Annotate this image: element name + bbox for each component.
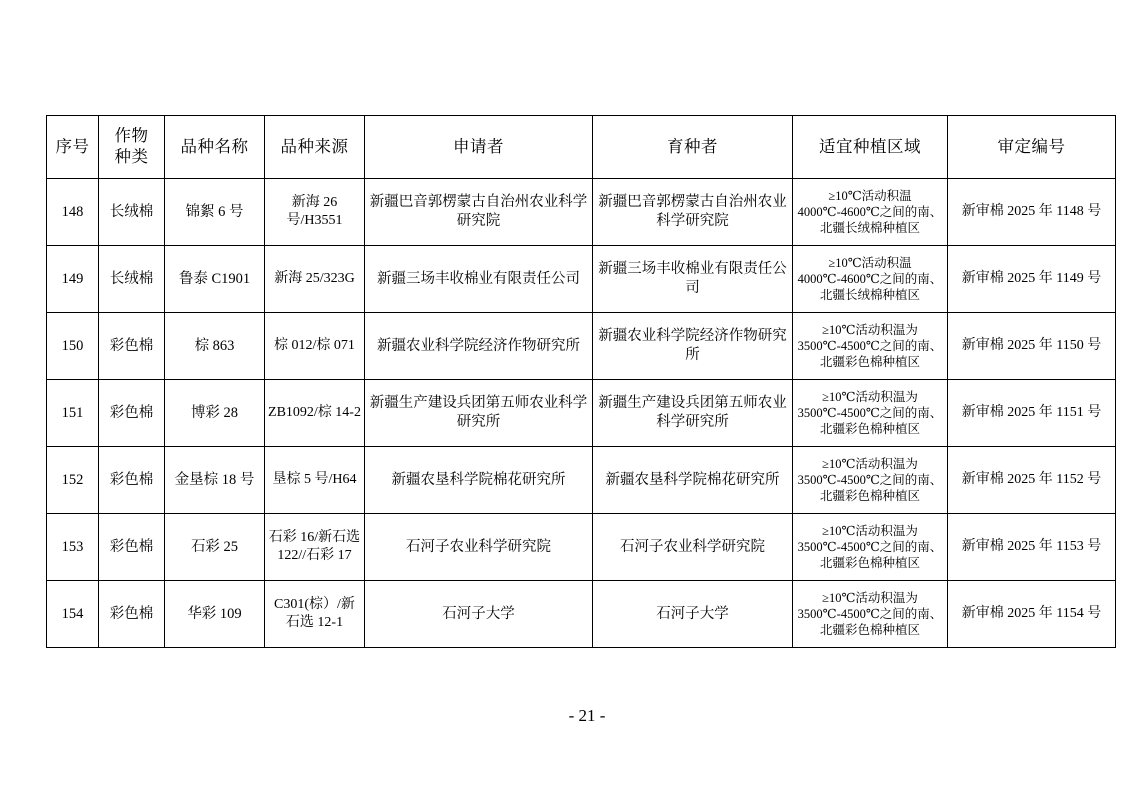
cell-name: 博彩 28: [165, 380, 265, 447]
cell-applicant: 新疆农业科学院经济作物研究所: [365, 313, 593, 380]
table-row: [47, 514, 1116, 581]
cell-applicant: 石河子农业科学研究院: [365, 514, 593, 581]
cell-code: 新审棉 2025 年 1154 号: [948, 581, 1116, 648]
cell-name: 华彩 109: [165, 581, 265, 648]
cell-region: ≥10℃活动积温为3500℃-4500℃之间的南、北疆彩色棉种植区: [793, 514, 948, 581]
cell-region: ≥10℃活动积温为3500℃-4500℃之间的南、北疆彩色棉种植区: [793, 581, 948, 648]
cell-no: 148: [47, 179, 99, 246]
cell-breeder: 新疆生产建设兵团第五师农业科学研究所: [593, 380, 793, 447]
cell-no: 154: [47, 581, 99, 648]
cell-name: 金垦棕 18 号: [165, 447, 265, 514]
cell-code: 新审棉 2025 年 1153 号: [948, 514, 1116, 581]
cell-source: 棕 012/棕 071: [265, 313, 365, 380]
cell-kind: 彩色棉: [99, 581, 165, 648]
header-cell-breeder: 育种者: [593, 116, 793, 179]
header-cell-no: 序号: [47, 116, 99, 179]
header-cell-name: 品种名称: [165, 116, 265, 179]
cell-breeder: 新疆三场丰收棉业有限责任公司: [593, 246, 793, 313]
cell-applicant: 新疆农垦科学院棉花研究所: [365, 447, 593, 514]
cell-code: 新审棉 2025 年 1152 号: [948, 447, 1116, 514]
cell-no: 149: [47, 246, 99, 313]
cell-region: ≥10℃活动积温4000℃-4600℃之间的南、北疆长绒棉种植区: [793, 246, 948, 313]
cell-source: 新海 26 号/H3551: [265, 179, 365, 246]
cell-source: 垦棕 5 号/H64: [265, 447, 365, 514]
header-cell-applicant: 申请者: [365, 116, 593, 179]
cell-source: 新海 25/323G: [265, 246, 365, 313]
cell-no: 152: [47, 447, 99, 514]
table-header: [47, 116, 1116, 179]
cell-breeder: 新疆农垦科学院棉花研究所: [593, 447, 793, 514]
cell-no: 151: [47, 380, 99, 447]
cell-region: ≥10℃活动积温4000℃-4600℃之间的南、北疆长绒棉种植区: [793, 179, 948, 246]
cell-name: 鲁泰 C1901: [165, 246, 265, 313]
header-cell-kind: [99, 116, 165, 179]
header-cell-source: 品种来源: [265, 116, 365, 179]
cell-region: ≥10℃活动积温为3500℃-4500℃之间的南、北疆彩色棉种植区: [793, 380, 948, 447]
cell-source: C301(棕）/新石选 12-1: [265, 581, 365, 648]
cell-applicant: 石河子大学: [365, 581, 593, 648]
table-row: [47, 179, 1116, 246]
cell-applicant: 新疆生产建设兵团第五师农业科学研究所: [365, 380, 593, 447]
cell-source: ZB1092/棕 14-2: [265, 380, 365, 447]
page-number-text: - 21 -: [568, 706, 606, 725]
cell-kind: 彩色棉: [99, 514, 165, 581]
cell-code: 新审棉 2025 年 1148 号: [948, 179, 1116, 246]
table-row: [47, 313, 1116, 380]
variety-table: [46, 115, 1116, 648]
cell-kind: 长绒棉: [99, 179, 165, 246]
header-kind-line2: 种类: [114, 147, 149, 166]
table-row: [47, 380, 1116, 447]
cell-source: 石彩 16/新石选 122//石彩 17: [265, 514, 365, 581]
table-row: [47, 246, 1116, 313]
cell-breeder: 新疆巴音郭楞蒙古自治州农业科学研究院: [593, 179, 793, 246]
table-body: [47, 179, 1116, 648]
cell-breeder: 石河子农业科学研究院: [593, 514, 793, 581]
cell-applicant: 新疆三场丰收棉业有限责任公司: [365, 246, 593, 313]
cell-no: 150: [47, 313, 99, 380]
cell-name: 石彩 25: [165, 514, 265, 581]
cell-code: 新审棉 2025 年 1151 号: [948, 380, 1116, 447]
cell-kind: 彩色棉: [99, 313, 165, 380]
cell-region: ≥10℃活动积温为3500℃-4500℃之间的南、北疆彩色棉种植区: [793, 447, 948, 514]
cell-kind: 彩色棉: [99, 380, 165, 447]
cell-kind: 彩色棉: [99, 447, 165, 514]
cell-region: ≥10℃活动积温为3500℃-4500℃之间的南、北疆彩色棉种植区: [793, 313, 948, 380]
cell-name: 棕 863: [165, 313, 265, 380]
cell-code: 新审棉 2025 年 1150 号: [948, 313, 1116, 380]
header-cell-code: 审定编号: [948, 116, 1116, 179]
cell-no: 153: [47, 514, 99, 581]
cell-name: 锦絮 6 号: [165, 179, 265, 246]
cell-breeder: 石河子大学: [593, 581, 793, 648]
cell-code: 新审棉 2025 年 1149 号: [948, 246, 1116, 313]
variety-table-container: [46, 115, 1102, 648]
table-row: [47, 447, 1116, 514]
cell-kind: 长绒棉: [99, 246, 165, 313]
cell-breeder: 新疆农业科学院经济作物研究所: [593, 313, 793, 380]
page-number: [0, 706, 1122, 726]
cell-applicant: 新疆巴音郭楞蒙古自治州农业科学研究院: [365, 179, 593, 246]
table-header-row: [47, 116, 1116, 179]
table-row: [47, 581, 1116, 648]
header-cell-region: 适宜种植区域: [793, 116, 948, 179]
header-kind-line1: 作物: [114, 126, 149, 146]
